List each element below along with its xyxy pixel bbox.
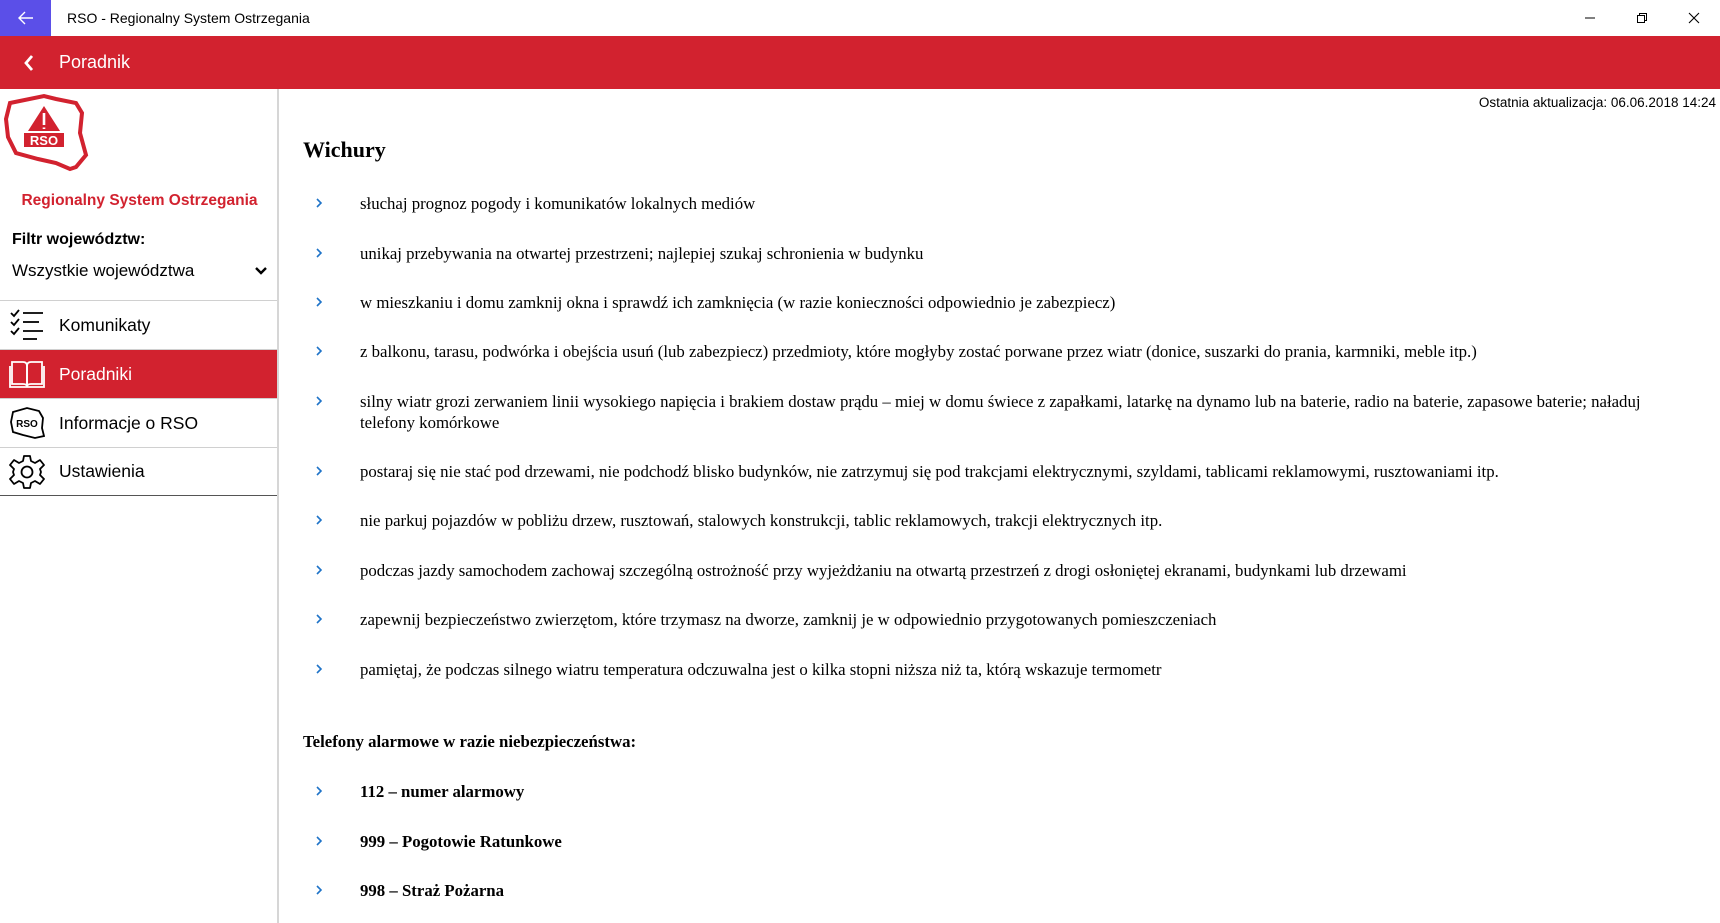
tip-text: z balkonu, tarasu, podwórka i obejścia usuń (lub zabezpiecz) przedmioty, które mogłyby zostać porwane przez wiatr (donice, suszarki do prania, karmniki, meble itp.)	[360, 342, 1477, 361]
chevron-right-icon	[315, 831, 333, 851]
sidebar-item-label: Komunikaty	[59, 314, 151, 335]
chevron-right-icon	[315, 341, 333, 361]
list-item	[315, 461, 1695, 482]
app-header	[0, 36, 1720, 89]
back-button[interactable]	[14, 36, 44, 89]
restore-button[interactable]	[1616, 0, 1668, 36]
tip-text: unikaj przebywania na otwartej przestrzeni; najlepiej szukaj schronienia w budynku	[360, 244, 924, 263]
tip-text: silny wiatr grozi zerwaniem linii wysokiego napięcia i brakiem dostaw prądu – miej w domu świece z zapałkami, latarkę na dynamo lub na baterie, radio na baterie, zapasowe baterie; naładuj telefony komórkowe	[360, 392, 1641, 432]
chevron-right-icon	[315, 292, 333, 312]
sidebar-item-komunikaty[interactable]	[0, 300, 277, 349]
phone-number-text: 999 – Pogotowie Ratunkowe	[360, 832, 562, 851]
close-button[interactable]	[1668, 0, 1720, 36]
chevron-left-icon	[23, 54, 35, 72]
chevron-right-icon	[315, 560, 333, 580]
list-item	[315, 391, 1695, 433]
restore-icon	[1636, 12, 1648, 24]
filter-value: Wszystkie województwa	[12, 261, 195, 280]
close-icon	[1688, 12, 1700, 24]
list-item	[315, 560, 1695, 581]
tip-text: postaraj się nie stać pod drzewami, nie podchodź blisko budynków, nie zatrzymuj się pod trakcjami elektrycznymi, szyldami, tablicami reklamowymi, rusztowaniami itp.	[360, 462, 1499, 481]
tip-text: nie parkuj pojazdów w pobliżu drzew, rusztowań, stalowych konstrukcji, tablic reklamowych, trakcji elektrycznych itp.	[360, 511, 1163, 530]
minimize-button[interactable]	[1564, 0, 1616, 36]
chevron-right-icon	[315, 510, 333, 530]
svg-text:RSO: RSO	[29, 133, 59, 148]
chevron-down-icon	[254, 266, 268, 276]
sidebar-item-ustawienia[interactable]	[0, 447, 277, 496]
book-icon	[7, 354, 47, 394]
list-icon	[7, 305, 47, 345]
list-item	[315, 243, 1695, 264]
phone-number-text: 998 – Straż Pożarna	[360, 881, 505, 900]
sidebar-item-informacje[interactable]	[0, 398, 277, 447]
rso-logo	[4, 93, 90, 175]
filter-label: Filtr województw:	[12, 231, 146, 248]
arrow-left-icon	[18, 11, 34, 25]
last-update-label: Ostatnia aktualizacja: 06.06.2018 14:24	[1478, 95, 1716, 110]
list-item	[315, 831, 1695, 852]
window-controls	[1564, 0, 1720, 36]
main-content	[281, 89, 1720, 923]
tip-text: zapewnij bezpieczeństwo zwierzętom, które trzymasz na dworze, zamknij je w odpowiednio przygotowanych pomieszczeniach	[360, 610, 1217, 629]
chevron-right-icon	[315, 243, 333, 263]
tip-text: w mieszkaniu i domu zamknij okna i sprawdź ich zamknięcia (w razie konieczności odpowiednio je zabezpiecz)	[360, 293, 1116, 312]
tip-text: podczas jazdy samochodem zachowaj szczególną ostrożność przy wyjeżdżaniu na otwartą przestrzeń z drogi osłoniętej ekranami, budynkami lub drzewami	[360, 561, 1407, 580]
sidebar-item-label: Informacje o RSO	[59, 412, 199, 433]
list-item	[315, 292, 1695, 313]
emergency-phones-heading: Telefony alarmowe w razie niebezpieczeństwa:	[303, 732, 637, 751]
chevron-right-icon	[315, 193, 333, 213]
list-item	[315, 880, 1695, 901]
brand-name: Regionalny System Ostrzegania	[21, 192, 258, 209]
svg-text:RSO: RSO	[16, 419, 38, 430]
chevron-right-icon	[315, 659, 333, 679]
page-title: Poradnik	[59, 52, 131, 72]
tip-text: słuchaj prognoz pogody i komunikatów lokalnych mediów	[360, 194, 756, 213]
list-item	[315, 609, 1695, 630]
list-item	[315, 341, 1695, 362]
chevron-right-icon	[315, 781, 333, 801]
chevron-right-icon	[315, 880, 333, 900]
sidebar	[0, 89, 279, 923]
chevron-right-icon	[315, 391, 333, 411]
nav-menu	[0, 300, 277, 496]
window-title: RSO - Regionalny System Ostrzegania	[67, 10, 310, 26]
sidebar-item-label: Poradniki	[59, 363, 132, 384]
tip-text: pamiętaj, że podczas silnego wiatru temperatura odczuwalna jest o kilka stopni niższa niż ta, którą wskazuje termometr	[360, 660, 1162, 679]
chevron-right-icon	[315, 461, 333, 481]
minimize-icon	[1584, 12, 1596, 24]
sidebar-item-poradniki[interactable]	[0, 349, 277, 398]
list-item	[315, 510, 1695, 531]
rso-icon	[7, 403, 47, 443]
gear-icon	[7, 452, 47, 492]
guide-heading: Wichury	[303, 137, 386, 162]
window-back-button[interactable]	[0, 0, 51, 36]
title-bar	[0, 0, 1720, 36]
chevron-right-icon	[315, 609, 333, 629]
list-item	[315, 781, 1695, 802]
list-item	[315, 193, 1695, 214]
voivodeship-filter-select[interactable]	[12, 253, 268, 289]
phone-number-text: 112 – numer alarmowy	[360, 782, 525, 801]
list-item	[315, 659, 1695, 680]
sidebar-item-label: Ustawienia	[59, 461, 145, 481]
